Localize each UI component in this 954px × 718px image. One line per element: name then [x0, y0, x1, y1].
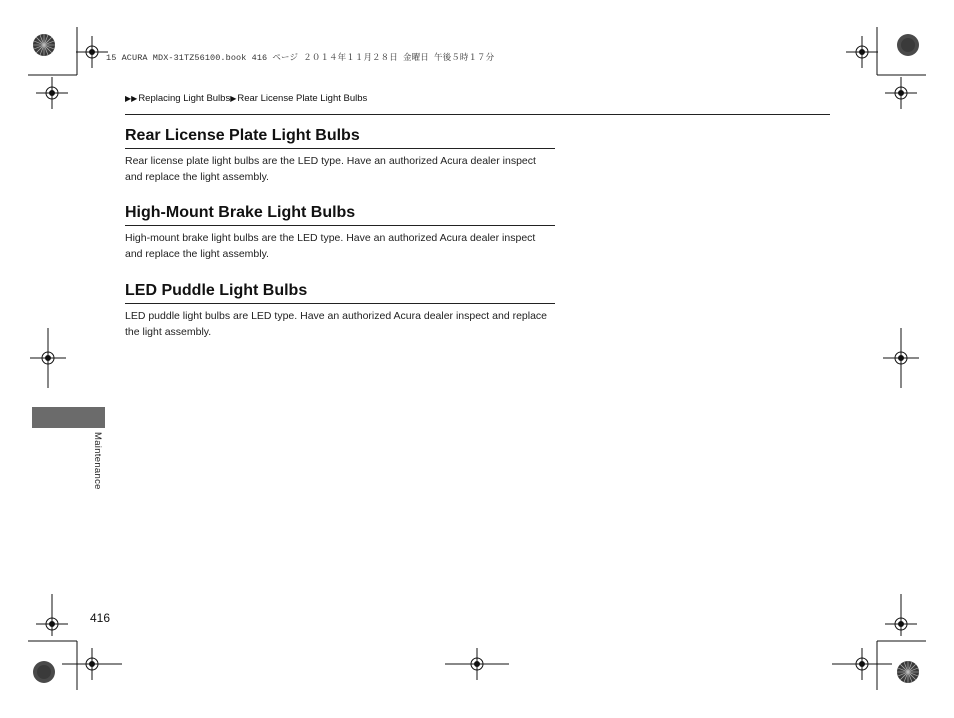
breadcrumb [125, 93, 367, 104]
section-led-puddle [125, 281, 555, 340]
breadcrumb-arrow-icon: ▶ [230, 94, 237, 103]
registration-disk-icon [33, 661, 55, 683]
breadcrumb-parent-link[interactable]: Replacing Light Bulbs [138, 93, 231, 104]
registration-crosshair-icon [30, 328, 66, 388]
breadcrumb-double-arrow-icon: ▶▶ [125, 94, 138, 103]
breadcrumb-current: Rear License Plate Light Bulbs [237, 93, 368, 104]
chapter-tab[interactable] [32, 407, 105, 428]
registration-disk-icon [33, 34, 55, 56]
section-high-mount-brake [125, 203, 555, 262]
registration-crosshair-icon [36, 594, 68, 636]
section-title: Rear License Plate Light Bulbs [125, 126, 555, 149]
registration-disk-icon [897, 661, 919, 683]
registration-crosshair-icon [36, 77, 68, 109]
print-info: 15 ACURA MDX-31TZ56100.book 416 ページ ２０１４年１１月２８日 金曜日 午後５時１７分 [106, 53, 495, 63]
registration-crosshair-icon [62, 648, 122, 680]
section-rear-license-plate [125, 126, 555, 185]
section-title: High-Mount Brake Light Bulbs [125, 203, 555, 226]
registration-crosshair-icon [883, 328, 919, 388]
section-title: LED Puddle Light Bulbs [125, 281, 555, 304]
registration-crosshair-icon [846, 36, 878, 68]
registration-crosshair-icon [885, 77, 917, 109]
chapter-label: Maintenance [92, 432, 103, 490]
registration-crosshair-icon [76, 36, 108, 68]
registration-crosshair-icon [445, 648, 509, 680]
section-body: Rear license plate light bulbs are the LED type. Have an authorized Acura dealer inspect and replace the light assembly. [125, 155, 536, 183]
header-rule [125, 114, 830, 115]
registration-crosshair-icon [885, 594, 917, 636]
section-body: High-mount brake light bulbs are the LED type. Have an authorized Acura dealer inspect and replace the light assembly. [125, 232, 536, 260]
registration-crosshair-icon [832, 648, 892, 680]
registration-disk-icon [897, 34, 919, 56]
section-body: LED puddle light bulbs are LED type. Have an authorized Acura dealer inspect and replace the light assembly. [125, 310, 548, 338]
page-number: 416 [90, 611, 111, 625]
